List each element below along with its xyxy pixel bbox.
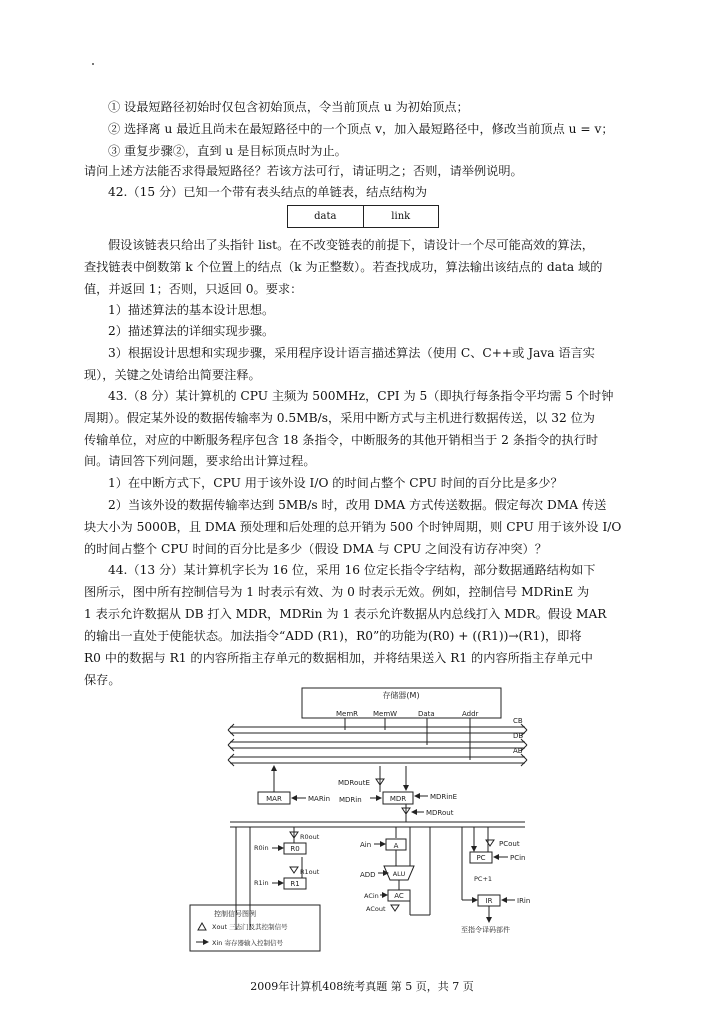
q42-body-1: 假设该链表只给出了头指针 list。在不改变链表的前提下，请设计一个尽可能高效的算法， (108, 238, 594, 252)
r0-label: R0 (290, 845, 300, 853)
q43-sub-2-cont-2: 的时间占整个 CPU 时间的百分比是多少（假设 DMA 与 CPU 之间没有访存冲突）？ (84, 542, 547, 556)
mdroute-label: MDRoutE (338, 779, 370, 787)
alu-label: ALU (392, 870, 406, 878)
bus-ab: AB (513, 747, 523, 755)
irin-label: IRin (517, 897, 531, 905)
mem-port-addr: Addr (462, 710, 479, 718)
q44-line-1: 44.（13 分）某计算机字长为 16 位，采用 16 位定长指令字结构，部分数据通路结构如下 (108, 563, 596, 577)
mdr-label: MDR (389, 795, 407, 803)
q42-intro: 42.（15 分）已知一个带有表头结点的单链表，结点结构为 (108, 185, 428, 199)
q42-body-3: 值，并返回 1；否则，只返回 0。要求： (84, 282, 303, 296)
q41-step-1: ① 设最短路径初始时仅包含初始顶点，令当前顶点 u 为初始顶点； (108, 100, 469, 114)
q42-body-2: 查找链表中倒数第 k 个位置上的结点（k 为正整数）。若查找成功，算法输出该结点的 data 域的 (84, 260, 603, 274)
q43-sub-1: 1）在中断方式下，CPU 用于该外设 I/O 的时间占整个 CPU 时间的百分比是多少？ (108, 476, 563, 490)
q43-line-1: 43.（8 分）某计算机的 CPU 主频为 500MHz，CPI 为 5（即执行每条指令平均需 5 个时钟 (108, 389, 614, 403)
legend-title: 控制信号图例 (214, 910, 256, 918)
ac-label: AC (394, 892, 404, 900)
ir-label: IR (485, 897, 493, 905)
q44-line-6: 保存。 (84, 673, 121, 687)
mem-port-memw: MemW (373, 710, 398, 718)
q43-sub-2-cont-1: 块大小为 5000B，且 DMA 预处理和后处理的总开销为 500 个时钟周期，则 CPU 用于该外设 I/O (84, 520, 622, 534)
q43-sub-2: 2）当该外设的数据传输率达到 5MB/s 时，改用 DMA 方式传送数据。假定每次 DMA 传送 (108, 498, 607, 512)
q44-line-2: 图所示，图中所有控制信号为 1 时表示有效、为 0 时表示无效。例如，控制信号 MDRinE 为 (84, 585, 590, 599)
q43-line-4: 间。请回答下列问题，要求给出计算过程。 (84, 454, 316, 468)
pc-increment-label: PC+1 (474, 875, 493, 883)
q42-req-2: 2）描述算法的详细实现步骤。 (108, 324, 275, 338)
mdrine-label: MDRinE (430, 793, 458, 801)
q41-step-2: ② 选择离 u 最近且尚未在最短路径中的一个顶点 v，加入最短路径中，修改当前顶点 u = v； (108, 122, 614, 136)
data-bus (228, 739, 527, 751)
page-footer: 2009年计算机408统考真题 第 5 页，共 7 页 (250, 980, 474, 993)
mar-label: MAR (266, 795, 282, 803)
legend-xout: Xout 三态门及其控制信号 (212, 923, 288, 931)
acin-label: ACin (364, 892, 379, 900)
q41-step-3: ③ 重复步骤②，直到 u 是目标顶点时为止。 (108, 144, 347, 158)
ain-label: Ain (360, 841, 372, 849)
q44-line-5: R0 中的数据与 R1 的内容所指主存单元的数据相加，并将结果送入 R1 的内容所指主存单元中 (84, 651, 593, 665)
q44-line-3: 1 表示允许数据从 DB 打入 MDR，MDRin 为 1 表示允许数据从内总线打入 MDR。假设 MAR (84, 607, 607, 621)
add-label: ADD (360, 871, 376, 879)
internal-bus (230, 822, 525, 827)
mdrout-label: MDRout (426, 809, 454, 817)
a-label: A (393, 842, 399, 850)
r0out-label: R0out (300, 833, 320, 841)
q42-req-3: 3）根据设计思想和实现步骤，采用程序设计语言描述算法（使用 C、C++或 Java 语言实 (108, 346, 595, 360)
pc-label: PC (476, 854, 486, 862)
marin-label: MARin (308, 795, 331, 803)
r1in-label: R1in (254, 879, 269, 887)
node-link-field: link (391, 211, 411, 222)
legend-xin: Xin 寄存器输入控制信号 (212, 939, 283, 947)
node-data-field: data (288, 206, 364, 227)
r0in-label: R0in (254, 844, 269, 852)
q43-line-2: 周期）。假定某外设的数据传输率为 0.5MB/s，采用中断方式与主机进行数据传送，以 32 位为 (84, 411, 595, 425)
q44-line-4: 的输出一直处于使能状态。加法指令“ADD (R1)，R0”的功能为(R0) + ((R1))→(R1)，即将 (84, 629, 582, 643)
control-bus (228, 724, 527, 736)
q42-req-1: 1）描述算法的基本设计思想。 (108, 303, 275, 317)
bus-db: DB (513, 732, 524, 740)
pcin-label: PCin (510, 854, 526, 862)
mdrin-label: MDRin (339, 796, 362, 804)
q41-question: 请问上述方法能否求得最短路径？若该方法可行，请证明之；否则，请举例说明。 (84, 164, 523, 178)
address-bus (228, 754, 527, 766)
r1out-label: R1out (300, 868, 320, 876)
memory-label: 存储器(M) (382, 691, 420, 700)
bus-cb: CB (513, 717, 523, 725)
q42-req-3-cont: 现），关键之处请给出简要注释。 (84, 368, 261, 382)
acout-label: ACout (366, 905, 386, 913)
r1-label: R1 (290, 880, 300, 888)
mem-port-data: Data (418, 710, 435, 718)
q43-line-3: 传输单位，对应的中断服务程序包含 18 条指令，中断服务的其他开销相当于 2 条指令的执行时 (84, 433, 599, 447)
decoder-label: 至指令译码部件 (461, 926, 510, 934)
mem-port-memr: MemR (336, 710, 359, 718)
pcout-label: PCout (499, 840, 520, 848)
